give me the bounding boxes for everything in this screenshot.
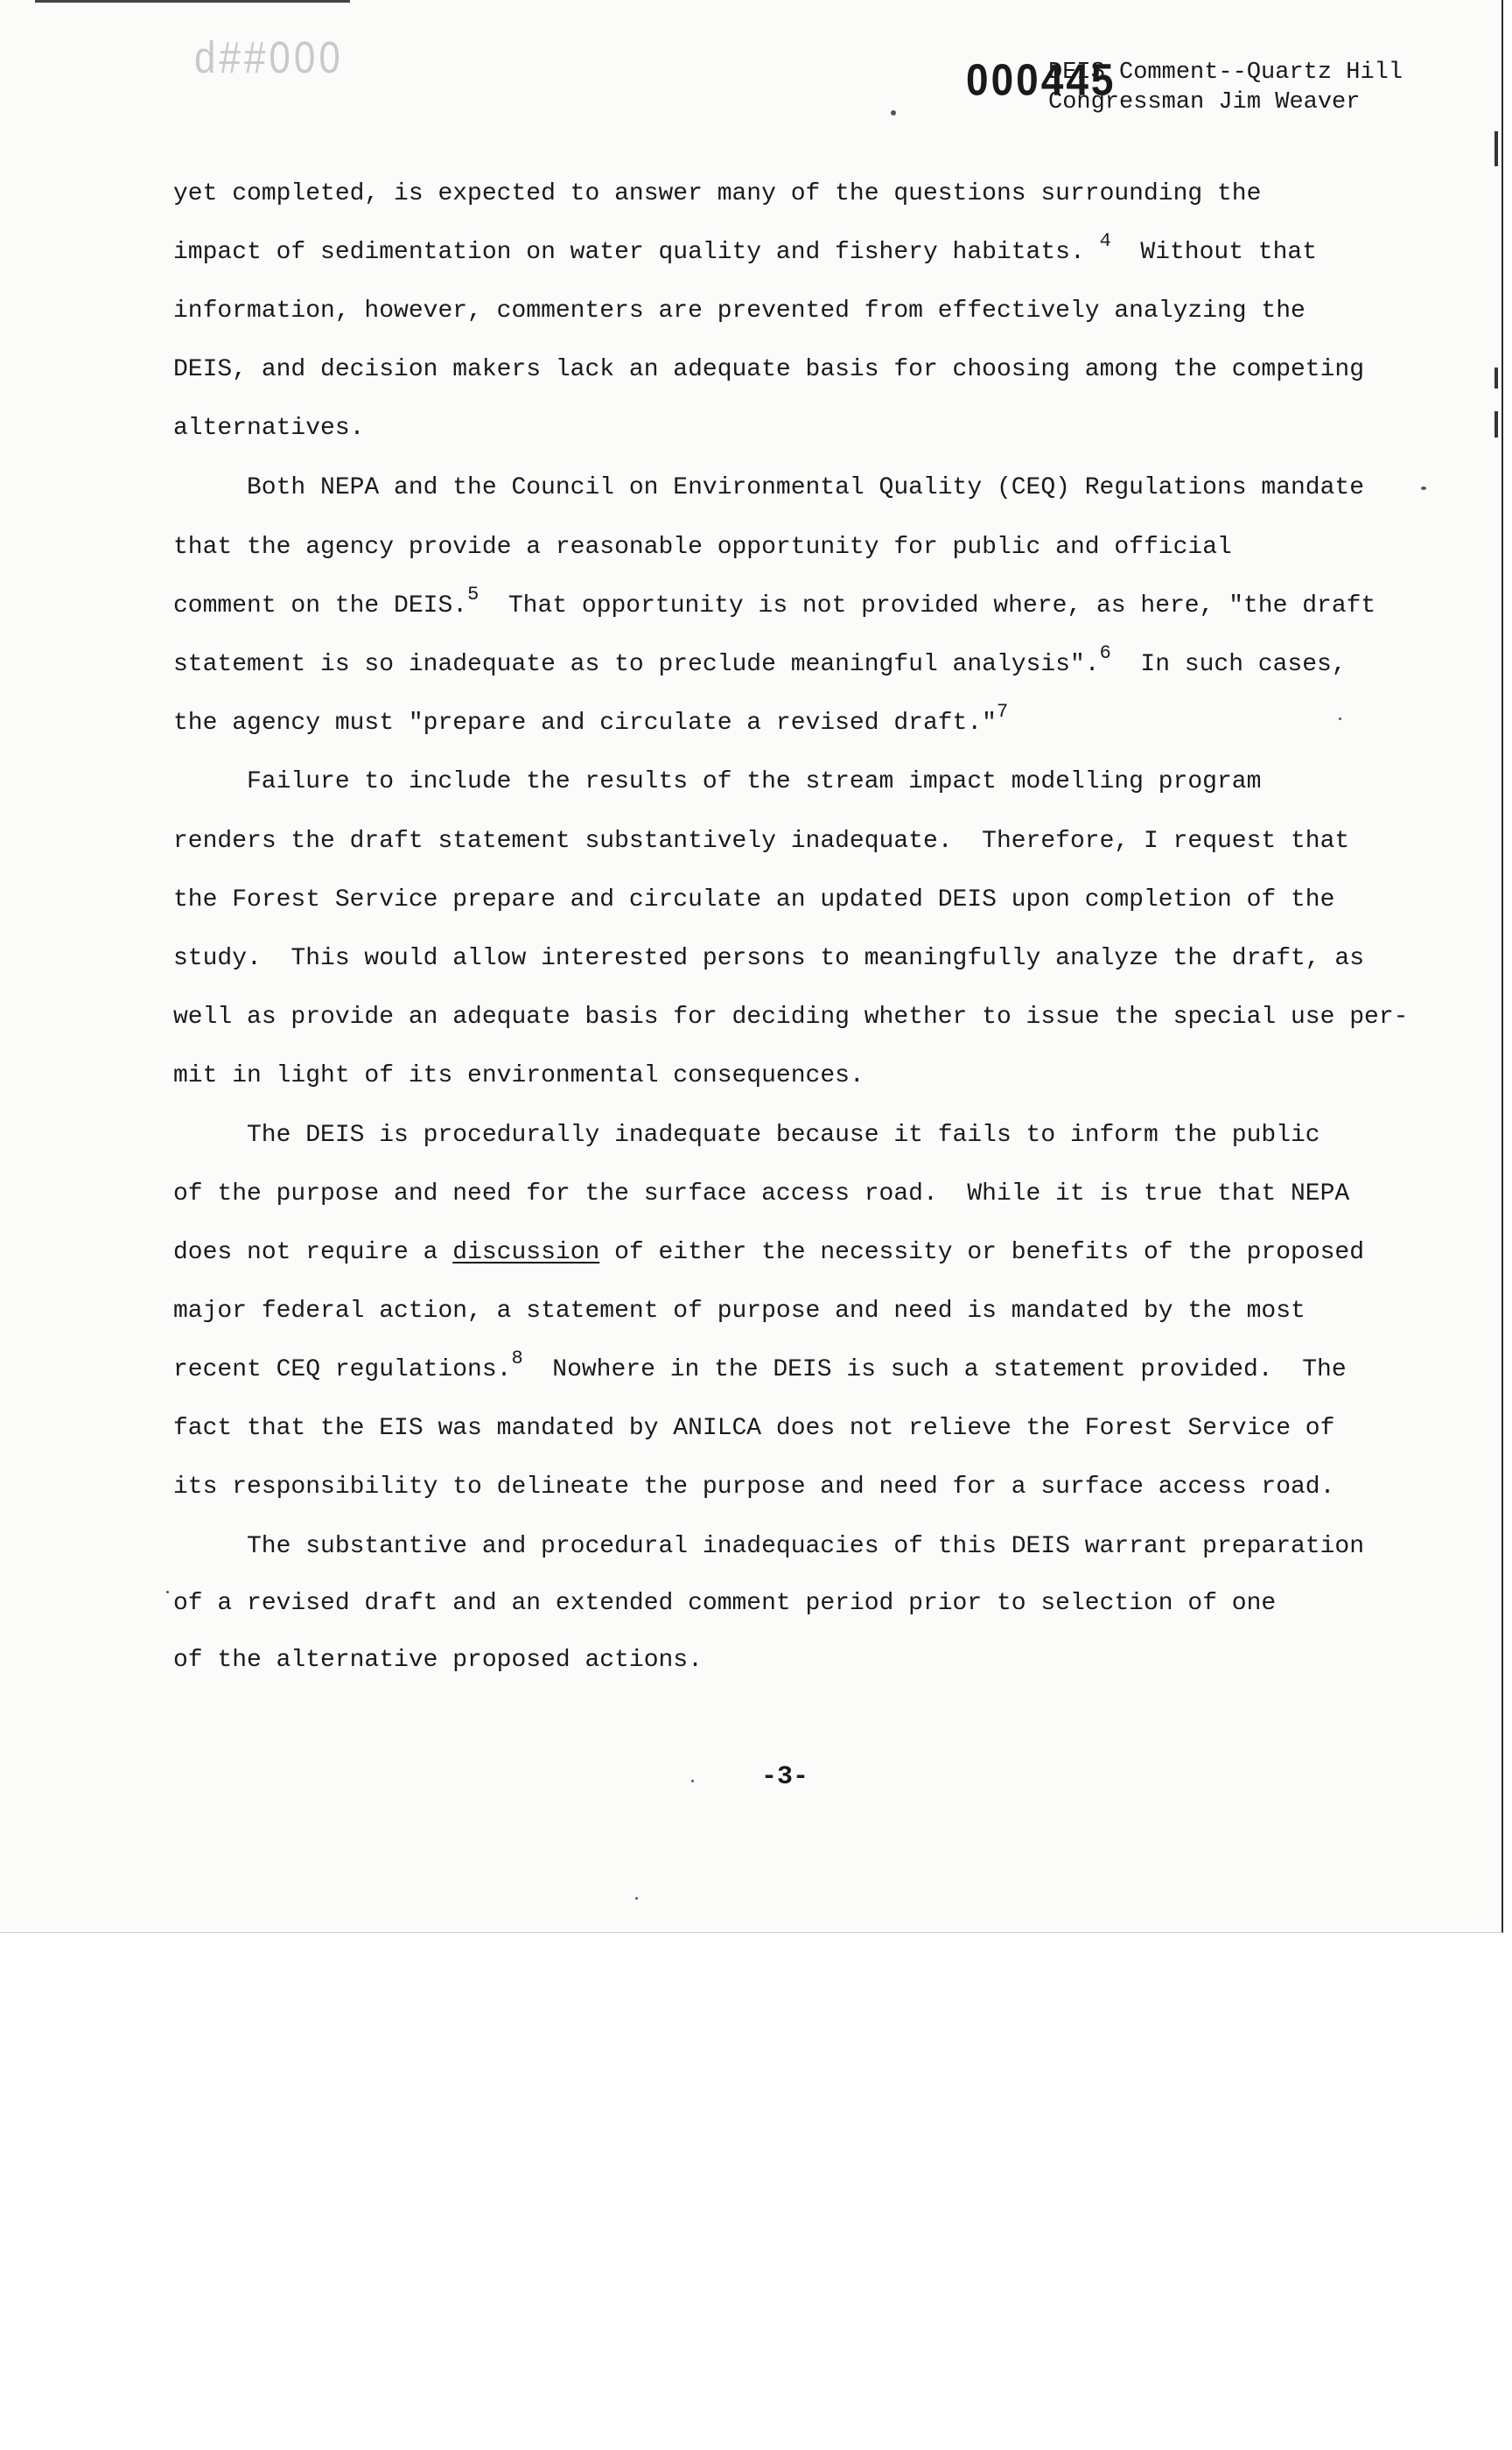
header-title: DEIS Comment--Quartz Hill xyxy=(1048,60,1404,86)
text-line: comment on the DEIS.$^5$ That opportunity is not provided where, as here, "the draft xyxy=(173,584,1376,620)
text-line: of the purpose and need for the surface access road. While it is true that NEPA xyxy=(173,1180,1350,1208)
document-number-stamp: 000445 xyxy=(966,54,1116,105)
text-line: alternatives. xyxy=(173,415,365,442)
footnote-ref: 7 xyxy=(996,701,1009,723)
page-number: -3- xyxy=(761,1762,809,1792)
scan-speck xyxy=(1339,718,1341,720)
text-line: mit in light of its environmental consequences. xyxy=(173,1062,864,1089)
text-line: does not require a discussion of either the necessity or benefits of the proposed xyxy=(173,1239,1365,1266)
text-line: the Forest Service prepare and circulate an updated DEIS upon completion of the xyxy=(173,886,1335,914)
scan-edge-mark xyxy=(35,0,350,3)
text-line: The DEIS is procedurally inadequate because it fails to inform the public xyxy=(247,1122,1320,1149)
text-line: of the alternative proposed actions. xyxy=(173,1647,703,1674)
text-line: DEIS, and decision makers lack an adequate basis for choosing among the competing xyxy=(173,356,1365,383)
scan-speck xyxy=(891,110,896,116)
scan-speck xyxy=(166,1591,169,1593)
text-line: recent CEQ regulations.$^8$ Nowhere in the DEIS is such a statement provided. The xyxy=(173,1348,1347,1383)
footnote-ref: 8 xyxy=(511,1348,523,1369)
text-line: study. This would allow interested persons to meaningfully analyze the draft, as xyxy=(173,945,1365,972)
text-line: renders the draft statement substantively inadequate. Therefore, I request that xyxy=(173,828,1350,855)
text-line: well as provide an adequate basis for deciding whether to issue the special use per- xyxy=(173,1004,1409,1031)
text-line: Failure to include the results of the stream impact modelling program xyxy=(247,768,1262,795)
text-line: its responsibility to delineate the purpose and need for a surface access road. xyxy=(173,1474,1335,1501)
text-line: of a revised draft and an extended comment period prior to selection of one xyxy=(173,1590,1277,1617)
text-line: major federal action, a statement of purpose and need is mandated by the most xyxy=(173,1298,1306,1325)
footnote-ref: 4 xyxy=(1099,230,1111,252)
text-line: fact that the EIS was mandated by ANILCA does not relieve the Forest Service of xyxy=(173,1415,1335,1442)
text-line: yet completed, is expected to answer many of the questions surrounding the xyxy=(173,180,1262,207)
text-line: the agency must "prepare and circulate a revised draft."$^7$ xyxy=(173,701,1009,737)
text-line: Both NEPA and the Council on Environmental Quality (CEQ) Regulations mandate xyxy=(247,474,1365,501)
footnote-ref: 6 xyxy=(1099,642,1111,664)
scan-edge-mark xyxy=(1494,131,1498,166)
underlined-word: discussion xyxy=(452,1239,600,1266)
header-author: Congressman Jim Weaver xyxy=(1048,89,1361,116)
faded-stamp: d##000 xyxy=(194,33,344,83)
scan-edge-mark xyxy=(1494,411,1498,438)
document-header xyxy=(966,56,1456,126)
scan-speck xyxy=(635,1897,638,1900)
text-line: impact of sedimentation on water quality and fishery habitats. $^4$ Without that xyxy=(173,230,1318,266)
scan-speck xyxy=(691,1780,694,1782)
text-line: information, however, commenters are prevented from effectively analyzing the xyxy=(173,298,1306,325)
text-line: that the agency provide a reasonable opportunity for public and official xyxy=(173,534,1232,561)
text-line: The substantive and procedural inadequacies of this DEIS warrant preparation xyxy=(247,1533,1365,1560)
footnote-ref: 5 xyxy=(467,584,480,606)
scan-edge-mark xyxy=(1494,368,1498,388)
text-line: statement is so inadequate as to preclude meaningful analysis".$^6$ In such cases, xyxy=(173,642,1347,678)
scan-speck xyxy=(1421,486,1426,490)
